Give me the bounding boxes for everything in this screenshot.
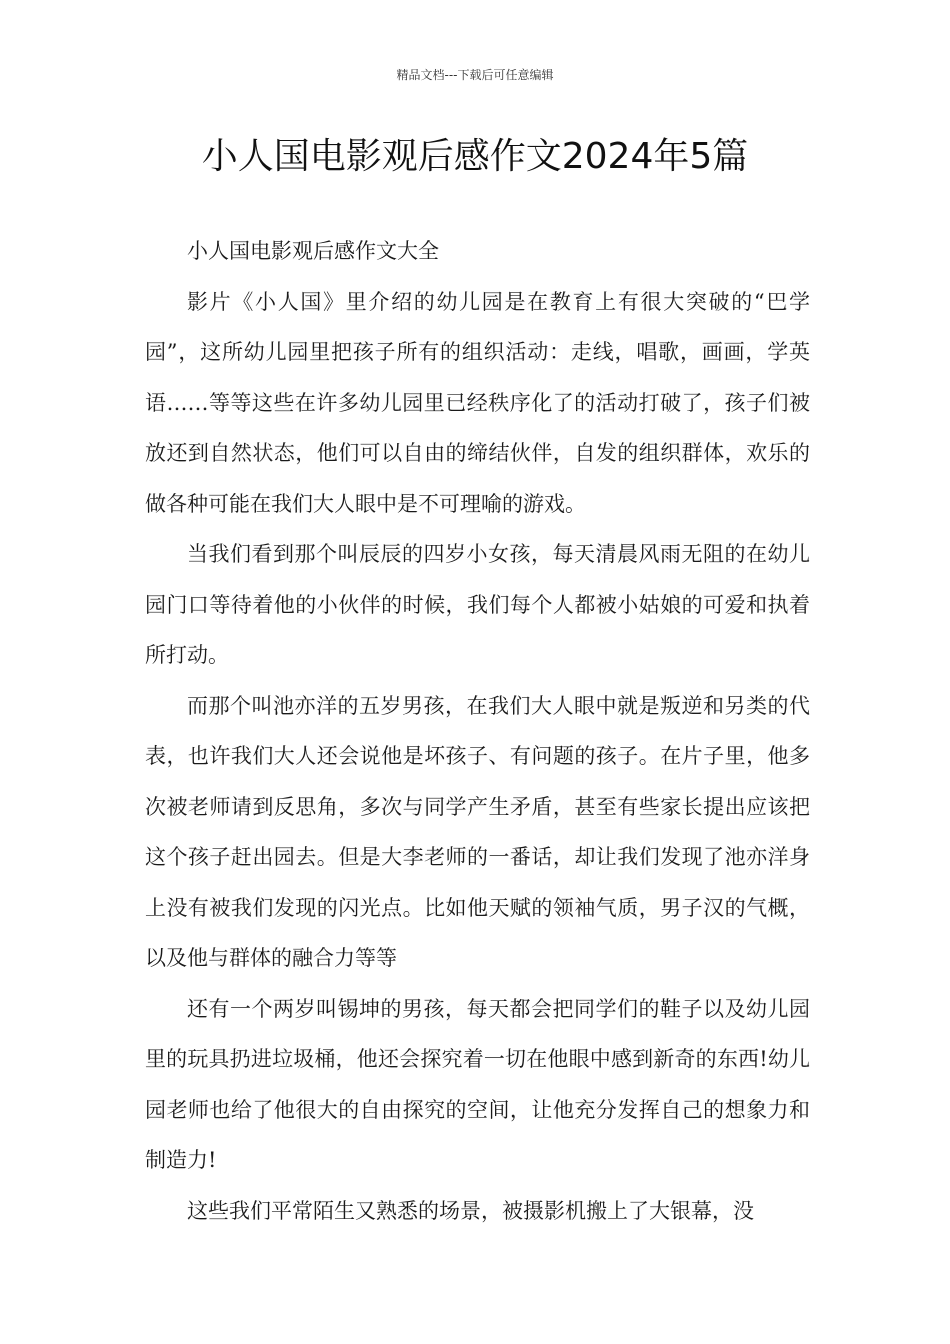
header-note: 精品文档---下载后可任意编辑 bbox=[396, 68, 554, 82]
paragraph-subtitle: 小人国电影观后感作文大全 bbox=[187, 239, 439, 263]
document-title: 小人国电影观后感作文2024年5篇 bbox=[201, 136, 749, 177]
paragraph: 影片《小人国》里介绍的幼儿园是在教育上有很大突破的“巴学园”，这所幼儿园里把孩子所有的组织活动：走线，唱歌，画画，学英语……等等这些在许多幼儿园里已经秩序化了的活动打破了，孩子们被放还到自然状态，他们可以自由的缔结伙伴，自发的组织群体，欢乐的做各种可能在我们大人眼中是不可理喻的游戏。 bbox=[145, 289, 810, 516]
paragraph: 这些我们平常陌生又熟悉的场景，被摄影机搬上了大银幕，没 bbox=[187, 1198, 754, 1223]
document-body bbox=[145, 226, 810, 1236]
paragraph: 而那个叫池亦洋的五岁男孩，在我们大人眼中就是叛逆和另类的代表，也许我们大人还会说他是坏孩子、有问题的孩子。在片子里，他多次被老师请到反思角，多次与同学产生矛盾，甚至有些家长提出应该把这个孩子赶出园去。但是大李老师的一番话，却让我们发现了池亦洋身上没有被我们发现的闪光点。比如他天赋的领袖气质，男子汉的气概，以及他与群体的融合力等等 bbox=[145, 693, 810, 970]
paragraph: 当我们看到那个叫辰辰的四岁小女孩，每天清晨风雨无阻的在幼儿园门口等待着他的小伙伴的时候，我们每个人都被小姑娘的可爱和执着所打动。 bbox=[145, 542, 810, 667]
paragraph: 还有一个两岁叫锡坤的男孩，每天都会把同学们的鞋子以及幼儿园里的玩具扔进垃圾桶，他还会探究着一切在他眼中感到新奇的东西!幼儿园老师也给了他很大的自由探究的空间，让他充分发挥自己的想象力和制造力! bbox=[145, 996, 810, 1172]
